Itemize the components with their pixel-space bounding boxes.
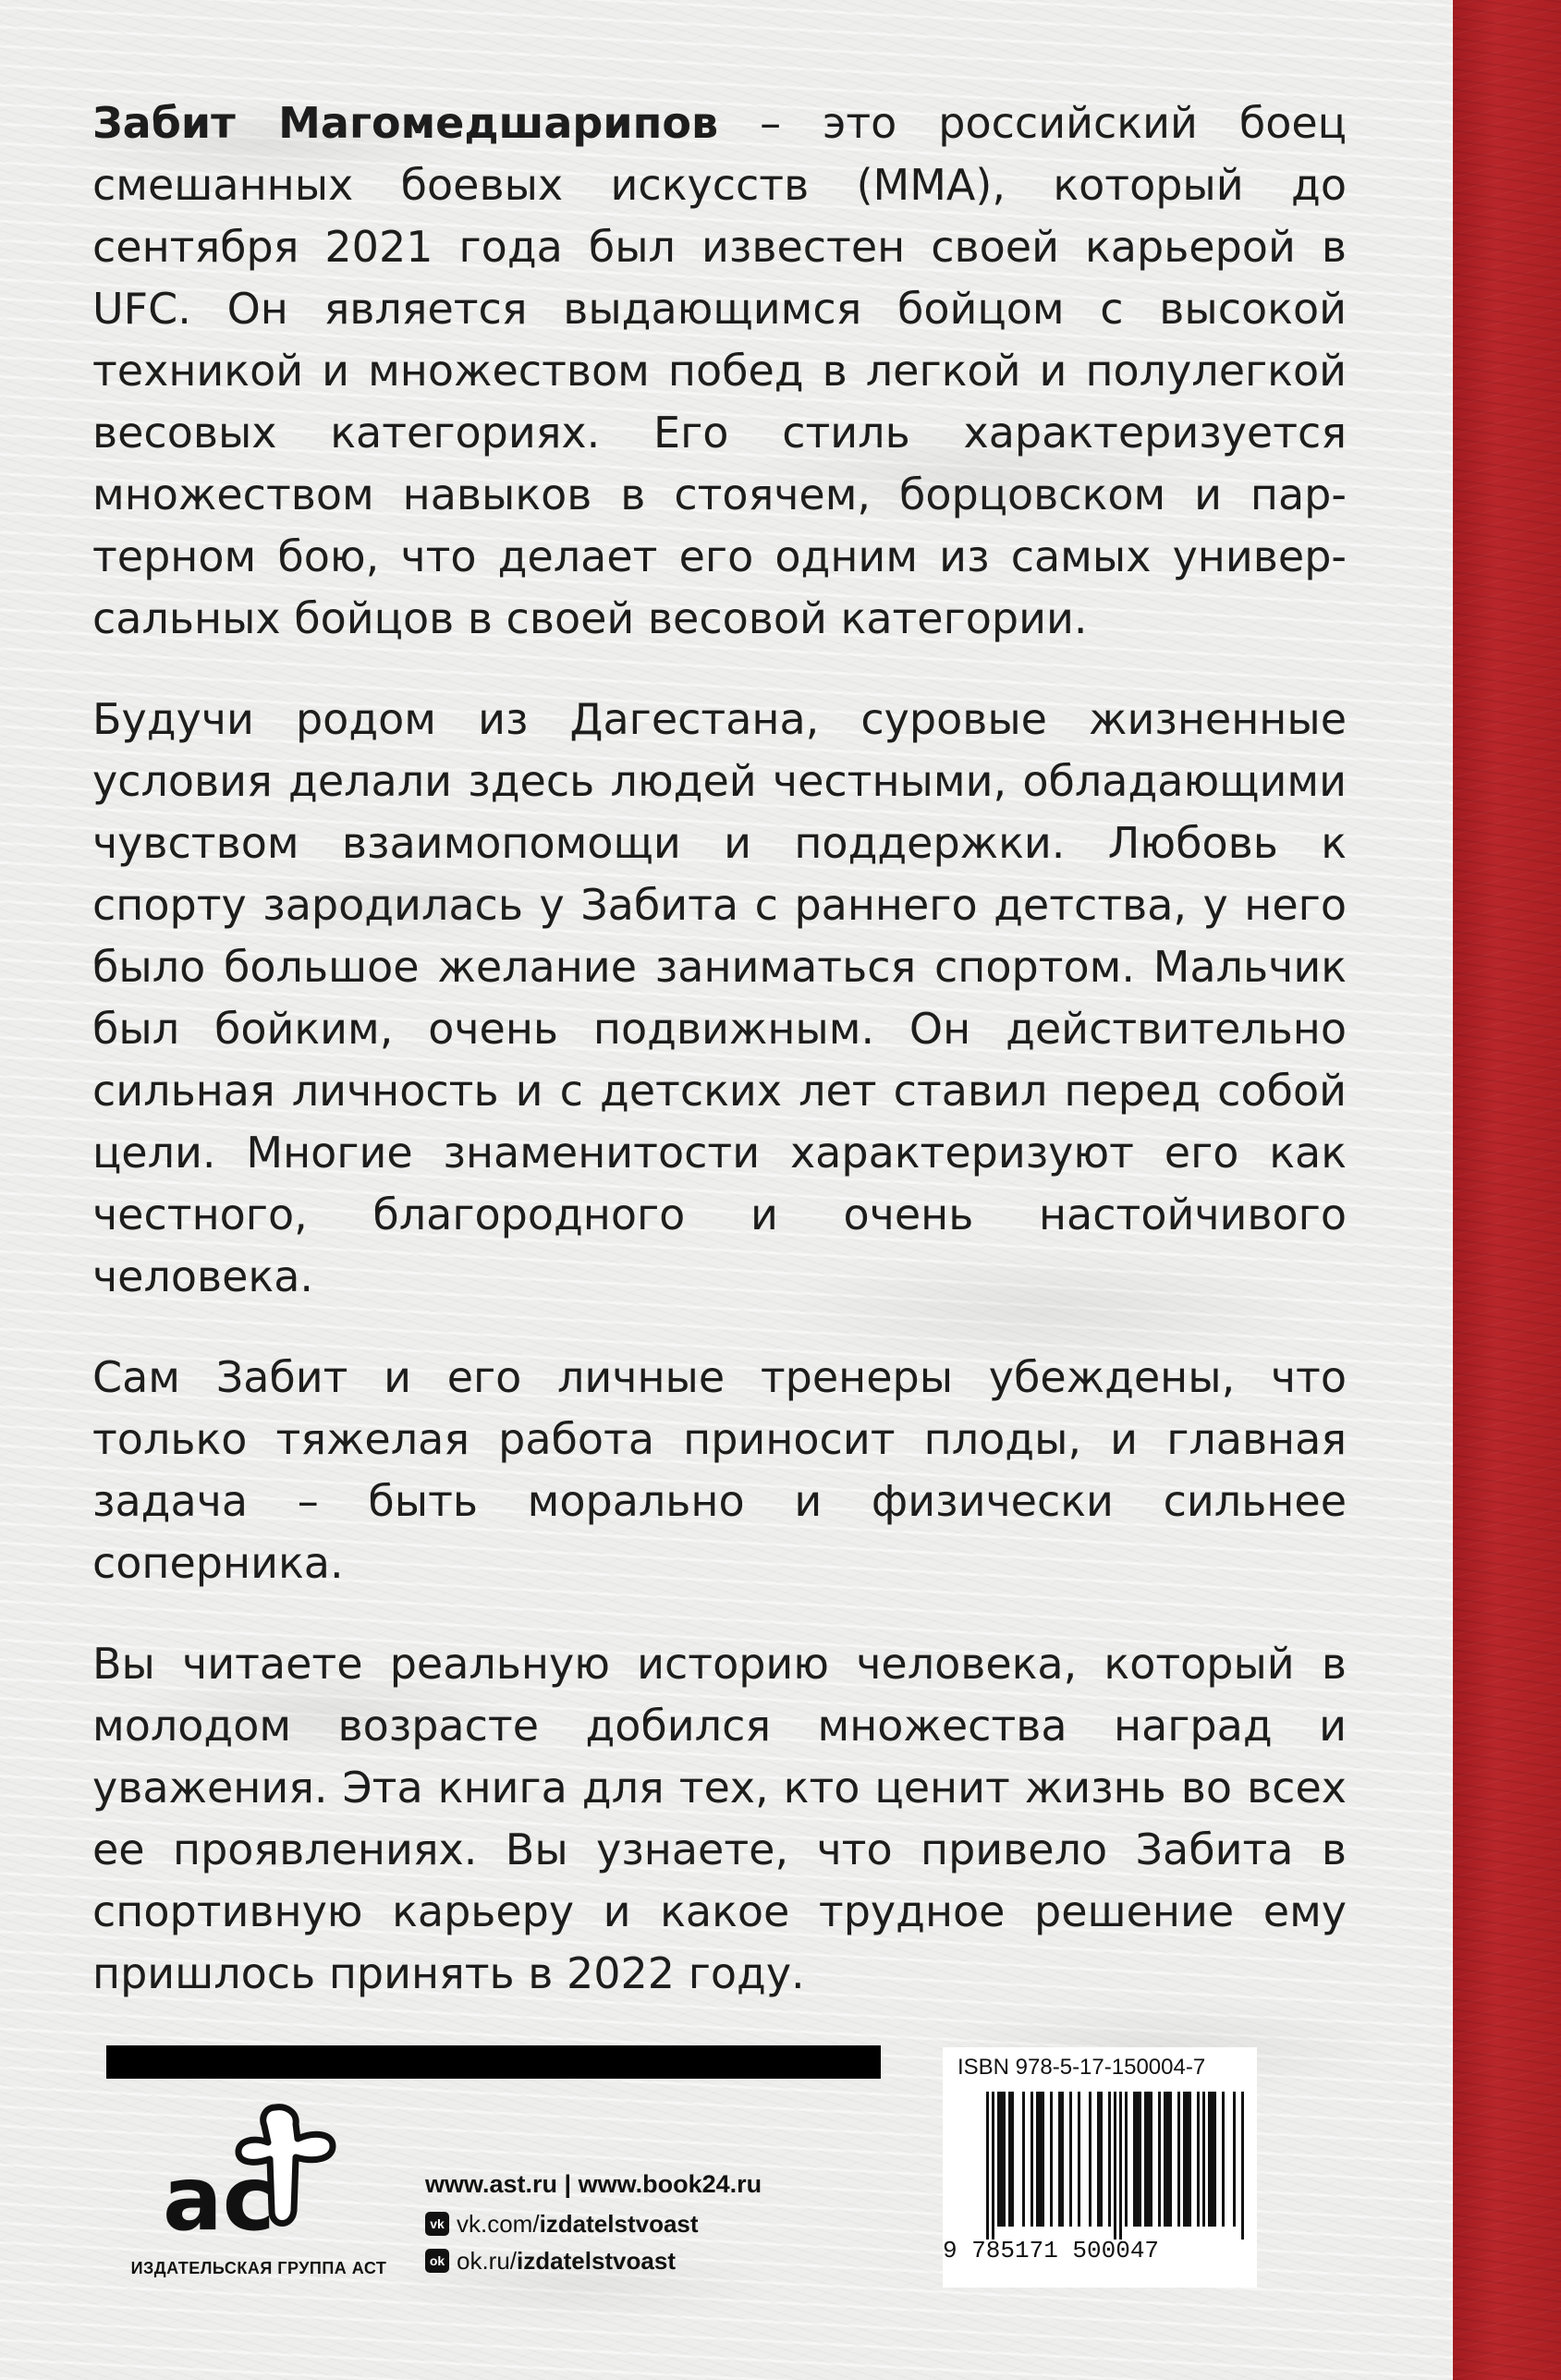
barcode-bar [1166,2092,1169,2227]
barcode-bar [1197,2092,1200,2227]
barcode-bar [1147,2092,1150,2227]
barcode-bar [1164,2092,1166,2227]
barcode-bar [1089,2092,1091,2227]
barcode-bar [1177,2092,1180,2227]
barcode [956,2092,1244,2240]
barcode-bar [997,2092,1000,2227]
barcode-bar [1222,2092,1225,2227]
barcode-bar [1233,2092,1236,2227]
barcode-bar [1211,2092,1213,2227]
barcode-bar [1202,2092,1205,2227]
barcode-bar [1169,2092,1172,2227]
publisher-logo [129,2100,388,2285]
barcode-bar [1039,2092,1042,2227]
barcode-bar [1036,2092,1039,2227]
barcode-bar [1150,2092,1152,2227]
barcode-bar [1158,2092,1161,2227]
barcode-bar [992,2092,994,2240]
barcode-bar [1133,2092,1136,2227]
isbn-label: ISBN 978-5-17-150004-7 [957,2055,1206,2080]
ok-domain: ok.ru/ [457,2247,518,2275]
barcode-bar [1100,2092,1103,2227]
annotation-text [92,92,1347,2044]
publisher-caption: ИЗДАТЕЛЬСКАЯ ГРУППА АСТ [130,2259,387,2277]
barcode-bar [1136,2092,1139,2227]
barcode-bar [1125,2092,1128,2227]
barcode-bar [1213,2092,1216,2227]
vk-icon: vk [425,2212,449,2236]
barcode-bar [1069,2092,1072,2227]
barcode-bar [1186,2092,1189,2227]
barcode-bar [1042,2092,1044,2227]
barcode-bar [1022,2092,1025,2227]
barcode-bar [1008,2092,1011,2227]
paragraph-1-text: – это российский боец смешанных боевых искусств (ММА), который до сентября 2021 года был известен своей карьерой в UFC. Он является выдающимся бойцом с высокой техникой и множеством побед в легкой и полулегкой весовых категориях. Его стиль характеризуется множеством навыков в стоячем, борцовском и партерном бою, что делает его одним из самых универсальных бойцов в своей весовой категории. [92,98,1347,643]
red-spine-stripe [1453,0,1561,2380]
ok-link[interactable] [425,2247,762,2275]
ok-handle: izdatelstvoast [517,2247,676,2275]
barcode-bar [1139,2092,1141,2227]
barcode-bar [1114,2092,1116,2240]
vk-link[interactable] [425,2210,762,2238]
paragraph-1 [92,92,1347,650]
paragraph-2: Будучи родом из Дагестана, суровые жизненные условия делали здесь людей честными, обладающими чувством взаимопомощи и поддержки. Любовь к спорту зародилась у Забита с раннего детства, у него было большое желание заниматься спортом. Мальчик был бойким, очень подвижным. Он действительно сильная личность и с детских лет ставил перед собой цели. Многие знаменитости характеризуют его как честного, благородного и очень настойчивого человека. [92,694,1347,1301]
barcode-bar [1097,2092,1100,2227]
barcode-bar [1183,2092,1186,2227]
barcode-bar [1003,2092,1006,2227]
logo-letters: ac [163,2147,275,2248]
barcode-bar [1208,2092,1211,2227]
barcode-bar [986,2092,989,2240]
publisher-links [425,2167,762,2275]
publisher-websites[interactable]: www.ast.ru | www.book24.ru [425,2170,762,2198]
isbn-block [943,2047,1257,2288]
ast-logo-icon [157,2100,360,2248]
barcode-digits: 9 785171 500047 [943,2237,1160,2264]
black-divider-bar [106,2045,881,2079]
barcode-bar [1000,2092,1003,2227]
ok-icon: ok [425,2249,449,2273]
barcode-bar [1108,2092,1111,2227]
barcode-bar [1058,2092,1061,2227]
vk-handle: izdatelstvoast [539,2210,699,2238]
vk-domain: vk.com/ [457,2210,540,2238]
barcode-bar [1241,2092,1244,2240]
barcode-bar [1031,2092,1033,2227]
barcode-bar [1011,2092,1014,2227]
barcode-bar [1050,2092,1053,2227]
barcode-bar [1144,2092,1147,2227]
fighter-name: Забит Магомедшарипов [92,98,719,148]
paragraph-4: Вы читаете реальную историю человека, который в молодом возрасте добился множества наград и уважения. Эта книга для тех, кто ценит жизнь во всех ее проявлениях. Вы узнаете, что привело Забита в спортивную карьеру и какое трудное решение ему пришлось принять в 2022 году. [92,1639,1347,1998]
paragraph-3: Сам Забит и его личные тренеры убеждены, что только тяжелая работа приносит плоды, и главная задача – быть морально и физически сильнее соперника. [92,1352,1347,1588]
barcode-bar [1061,2092,1064,2227]
barcode-bar [1078,2092,1080,2227]
barcode-bar [1119,2092,1122,2240]
barcode-bar [1189,2092,1191,2227]
